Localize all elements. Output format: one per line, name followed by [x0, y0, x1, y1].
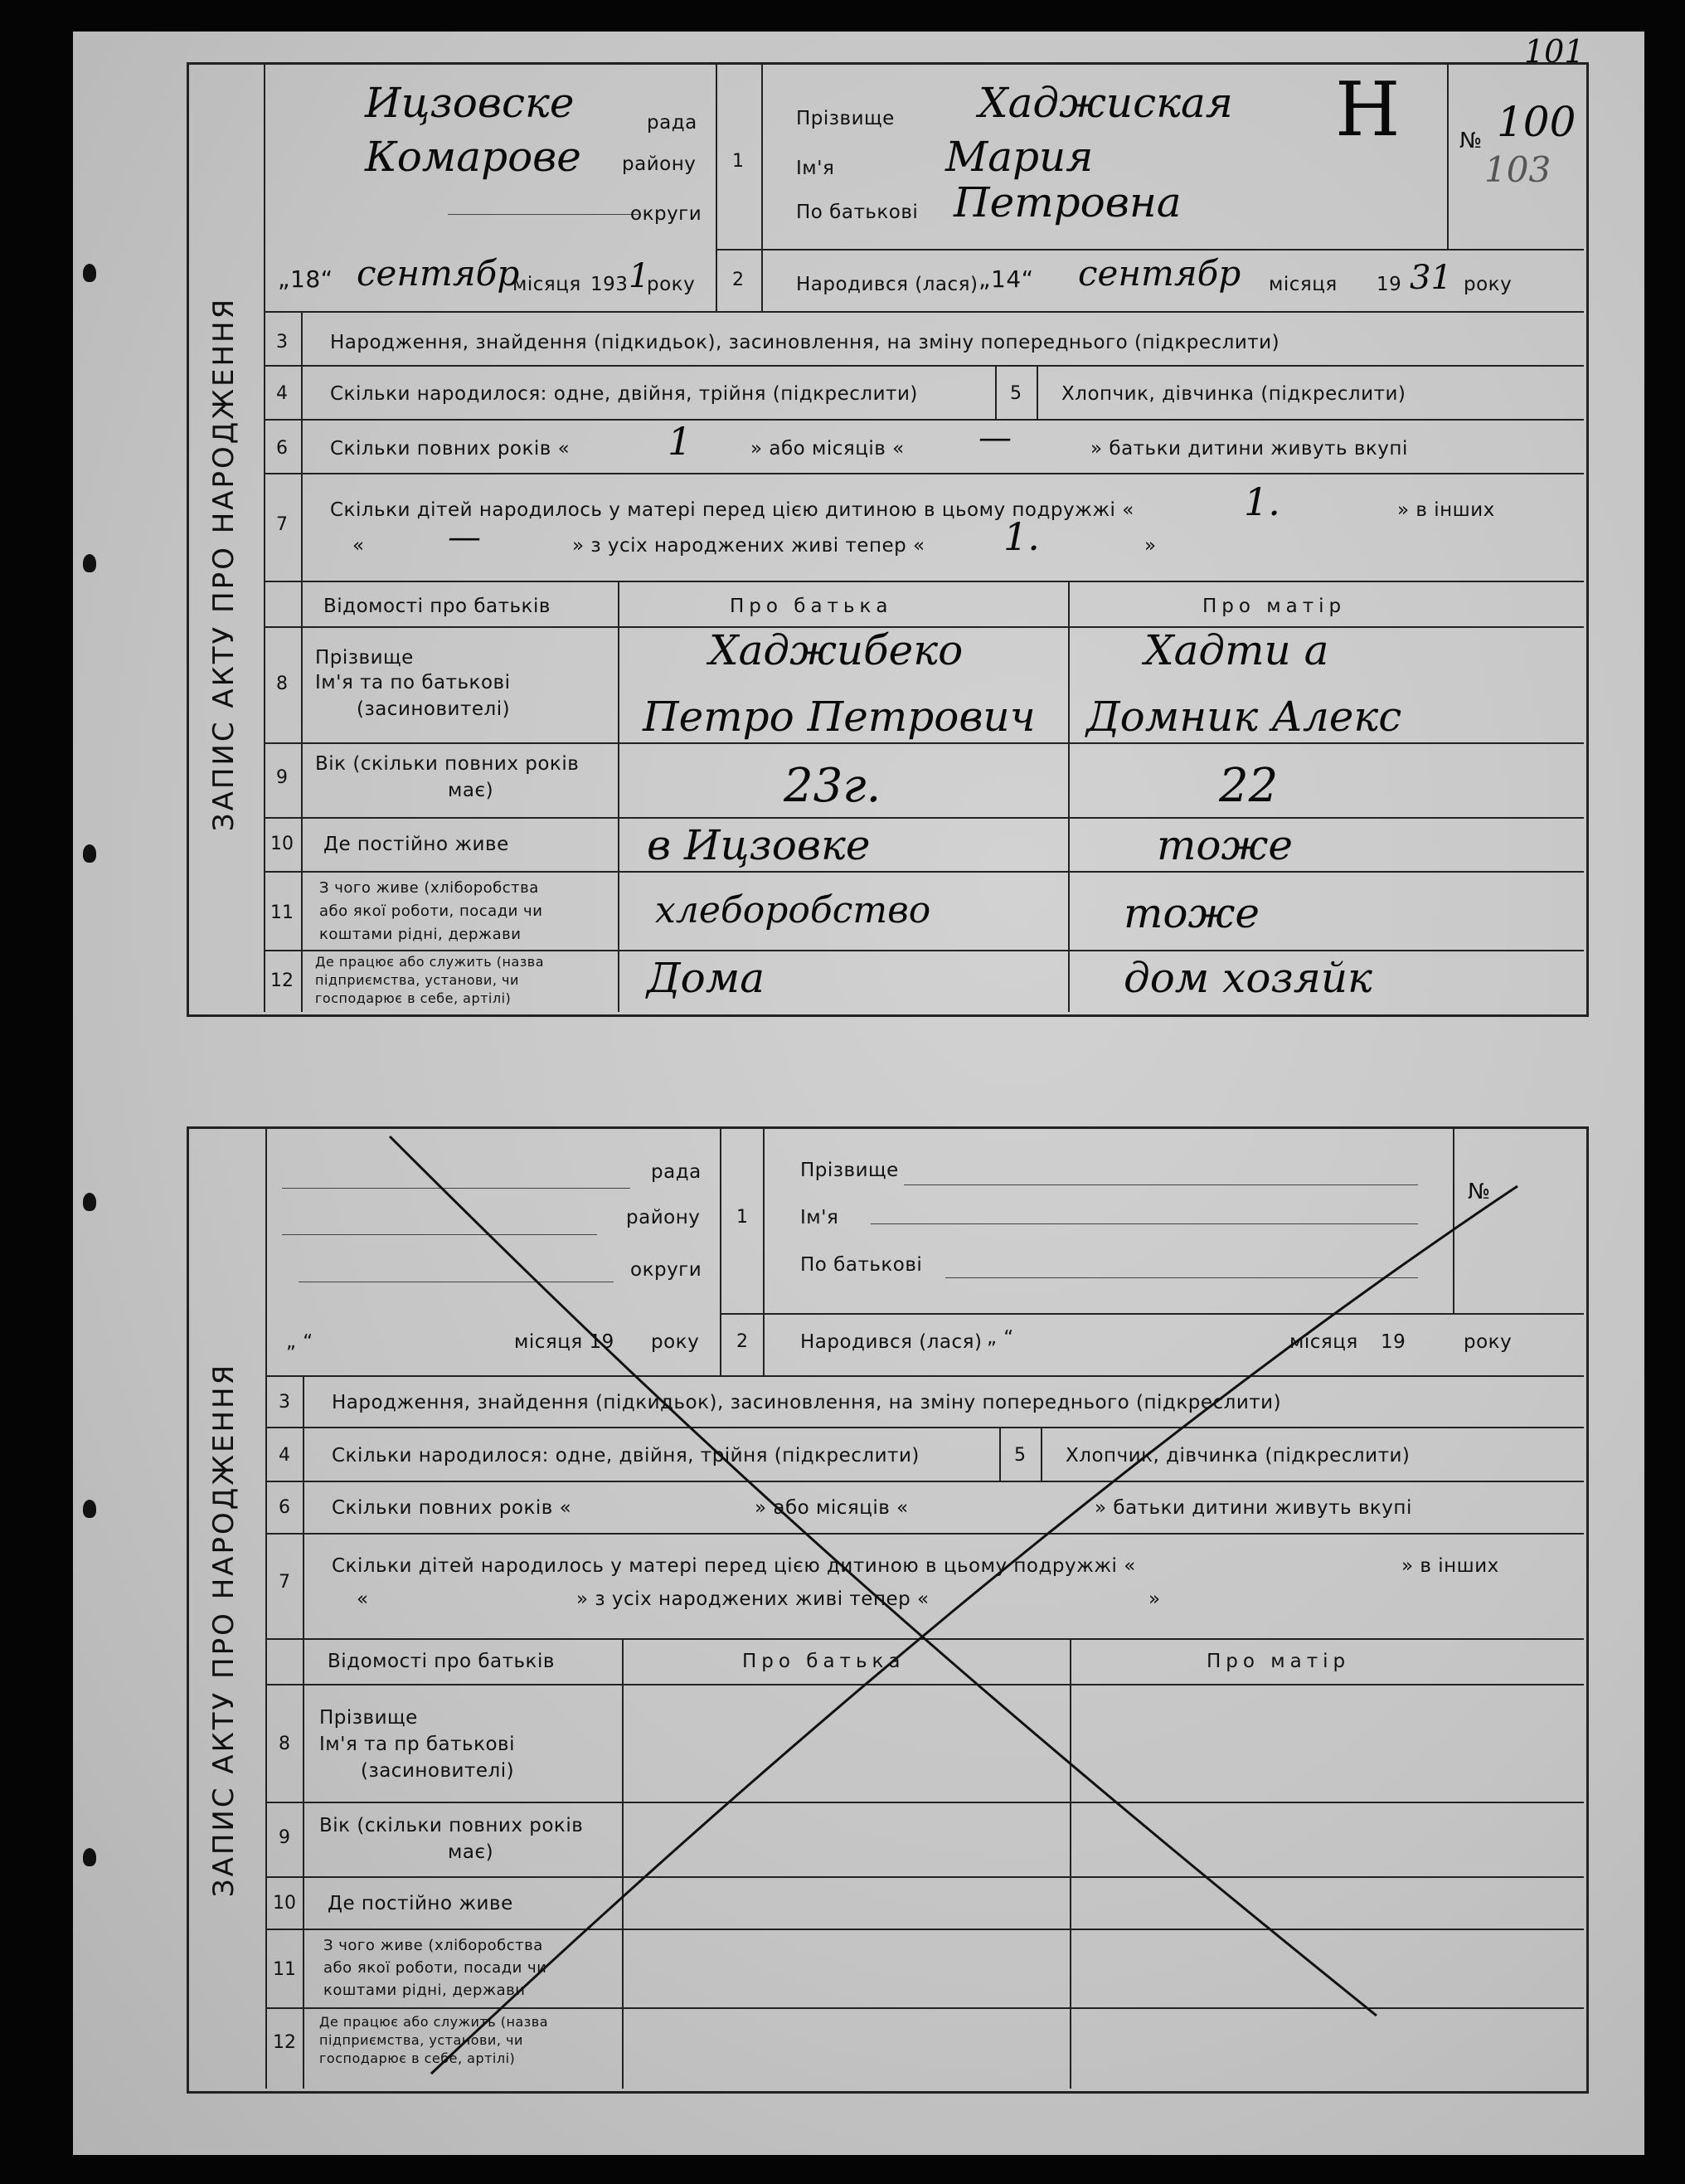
row11-text-1: З чого живе (хліборобства [319, 879, 539, 897]
card2-row9-text-1: Вік (скільки повних років [319, 1815, 584, 1836]
row12-text-1: Де працює або служить (назва [315, 954, 545, 970]
father-age: 23г. [784, 759, 881, 813]
card2-row3-text: Народження, знайдення (підкидьок), засиновлення, на зміну попереднього (підкреслити) [332, 1392, 1282, 1413]
card2-rada-label: рада [651, 1161, 702, 1183]
card2-surname-label: Прізвище [800, 1160, 899, 1181]
row5-text: Хлопчик, дівчинка (підкреслити) [1061, 383, 1406, 405]
card2-row8-number: 8 [279, 1734, 290, 1754]
row6-years: 1 [668, 419, 692, 464]
card2-row7-number: 7 [279, 1572, 290, 1593]
card2-row12-text-2: підприємства, установи, чи [319, 2032, 523, 2048]
row9-text-1: Вік (скільки повних років [315, 753, 580, 775]
rada-value: Ицзовске [365, 79, 575, 127]
card2-row7-text-d: » з усіх народжених живі тепер « [576, 1588, 930, 1610]
card2-row5-number: 5 [1014, 1445, 1026, 1466]
margin-mark: Н [1335, 66, 1401, 153]
card2-side-title: ЗАПИС АКТУ ПРО НАРОДЖЕННЯ [207, 1362, 240, 1898]
row6-number: 6 [276, 438, 288, 459]
row8-text-1: Прізвище [315, 647, 414, 669]
row7-text-d: » з усіх народжених живі тепер « [572, 535, 925, 557]
row10-number: 10 [270, 834, 294, 854]
card2-row5-text: Хлопчик, дівчинка (підкреслити) [1066, 1445, 1411, 1467]
row1-number: 1 [732, 151, 744, 172]
card2-born-year-label: року [1464, 1331, 1513, 1353]
reg-year-label: року [647, 274, 696, 295]
row8-text-3: (засиновителі) [357, 698, 511, 720]
born-label: Народився (лася) [796, 274, 978, 295]
card2-row11-text-1: З чого живе (хліборобства [323, 1937, 543, 1954]
born-year-label: року [1464, 274, 1513, 295]
card2-row12-number: 12 [273, 2032, 296, 2053]
card2-row8-text-3: (засиновителі) [361, 1760, 515, 1782]
record-no-value: 100 [1497, 98, 1576, 146]
card2-row10-number: 10 [273, 1893, 296, 1914]
card2-row9-number: 9 [279, 1827, 290, 1848]
card2-row11-text-2: або якої роботи, посади чи [323, 1959, 547, 1977]
card2-row7-text-e: » [1148, 1588, 1161, 1610]
mother-header: Про матір [1202, 596, 1347, 617]
card2-born-year-prefix: 19 [1381, 1331, 1406, 1353]
raion-value: Комарове [365, 133, 581, 181]
rada-label: рада [647, 112, 697, 134]
child-patronymic: Петровна [954, 178, 1182, 226]
row7-value-a: 1. [1244, 479, 1280, 524]
parents-header: Відомості про батьків [323, 596, 551, 617]
name-label: Ім'я [796, 158, 835, 179]
row7-text-e: » [1144, 535, 1157, 557]
card2-patronymic-label: По батькові [800, 1254, 923, 1276]
card2-row1-number: 1 [736, 1207, 748, 1228]
card2-reg-prefix: „ “ [286, 1331, 313, 1353]
card2-parents-header: Відомості про батьків [328, 1651, 555, 1672]
card2-row4-number: 4 [279, 1445, 290, 1466]
mother-residence: тоже [1157, 821, 1293, 869]
reg-day: „18“ [278, 265, 333, 293]
row6-text-b: » або місяців « [750, 438, 905, 460]
row4-number: 4 [276, 383, 288, 404]
reg-year-prefix: 193 [590, 274, 629, 295]
reg-month: сентябр [357, 253, 520, 294]
born-month: сентябр [1078, 253, 1241, 294]
born-year-hand: 31 [1410, 259, 1452, 297]
raion-label: району [622, 153, 697, 175]
card2-row12-text-1: Де працює або служить (назва [319, 2014, 549, 2030]
row7-number: 7 [276, 514, 288, 535]
card2-name-label: Ім'я [800, 1207, 839, 1228]
row7-text-a: Скільки дітей народилось у матері перед цією дитиною в цьому подружжі « [330, 499, 1134, 521]
mother-age: 22 [1219, 759, 1279, 813]
row8-text-2: Ім'я та по батькові [315, 672, 511, 693]
row11-text-3: коштами рідні, держави [319, 926, 522, 943]
card2-mother-header: Про матір [1207, 1651, 1351, 1672]
card2-born-label: Народився (лася) [800, 1331, 983, 1353]
father-name: Петро Петрович [643, 693, 1036, 741]
father-work: Дома [647, 954, 765, 1002]
row5-number: 5 [1010, 383, 1022, 404]
card2-row7-text-c: « [357, 1588, 369, 1610]
row8-number: 8 [276, 674, 288, 694]
mother-work: дом хозяйк [1124, 954, 1372, 1002]
child-surname: Хаджиская [978, 79, 1233, 127]
row10-text: Де постійно живе [323, 834, 509, 855]
card2-father-header: Про батька [742, 1651, 906, 1672]
card2-born-month-label: місяця [1289, 1331, 1358, 1353]
reg-month-label: місяця [512, 274, 581, 295]
row7-value-b: — [448, 518, 481, 557]
card2-row6-text-b: » або місяців « [755, 1497, 909, 1519]
card2-row11-number: 11 [273, 1959, 296, 1980]
card2-raion-label: району [626, 1207, 701, 1228]
father-income: хлеборобство [655, 889, 931, 931]
archive-number-top: 101 [1524, 33, 1585, 70]
card2-row6-text-a: Скільки повних років « [332, 1497, 572, 1519]
row12-text-2: підприємства, установи, чи [315, 972, 519, 988]
reg-year-hand: 1 [629, 257, 650, 295]
row12-number: 12 [270, 970, 294, 991]
surname-label: Прізвище [796, 108, 895, 129]
row12-text-3: господарює в себе, артілі) [315, 990, 512, 1006]
row4-text: Скільки народилося: одне, двійня, трійня (підкреслити) [330, 383, 918, 405]
born-month-label: місяця [1269, 274, 1338, 295]
born-day: „14“ [978, 265, 1034, 293]
card2-row6-number: 6 [279, 1497, 290, 1518]
card2-row2-number: 2 [736, 1331, 748, 1352]
mother-surname: Хадти а [1144, 626, 1329, 674]
okruhy-label: округи [630, 203, 702, 225]
patronymic-label: По батькові [796, 202, 919, 223]
card2-born-prefix: „ “ [987, 1327, 1014, 1349]
row9-number: 9 [276, 767, 288, 788]
archive-number-second: 103 [1484, 149, 1551, 190]
card2-row6-text-c: » батьки дитини живуть вкупі [1095, 1497, 1412, 1519]
mother-name: Домник Алекс [1086, 693, 1402, 741]
card2-no-label: № [1468, 1180, 1491, 1204]
card2-okruhy-label: округи [630, 1259, 702, 1281]
father-residence: в Ицзовке [647, 821, 871, 869]
row9-text-2: має) [448, 780, 494, 801]
row7-text-b: » в інших [1397, 499, 1495, 521]
row2-number: 2 [732, 270, 744, 290]
record-no-label: № [1459, 129, 1483, 153]
father-surname: Хаджибеко [709, 626, 964, 674]
father-header: Про батька [730, 596, 893, 617]
born-year-prefix: 19 [1377, 274, 1402, 295]
card2-row12-text-3: господарює в себе, артілі) [319, 2050, 516, 2066]
card2-row7-text-b: » в інших [1401, 1555, 1499, 1577]
row6-months: — [978, 419, 1012, 457]
row11-text-2: або якої роботи, посади чи [319, 902, 543, 920]
card2-row3-number: 3 [279, 1392, 290, 1413]
row6-text-a: Скільки повних років « [330, 438, 571, 460]
row11-number: 11 [270, 902, 294, 923]
card2-row4-text: Скільки народилося: одне, двійня, трійня (підкреслити) [332, 1445, 920, 1467]
row3-text: Народження, знайдення (підкидьок), засиновлення, на зміну попереднього (підкреслити) [330, 332, 1280, 353]
card2-row10-text: Де постійно живе [328, 1893, 513, 1914]
card2-row7-text-a: Скільки дітей народилось у матері перед цією дитиною в цьому подружжі « [332, 1555, 1136, 1577]
child-name: Мария [945, 133, 1094, 181]
card2-row8-text-1: Прізвище [319, 1707, 418, 1729]
card2-row8-text-2: Ім'я та пр батькові [319, 1734, 515, 1755]
row7-value-c: 1. [1003, 514, 1040, 559]
mother-income: тоже [1124, 889, 1260, 937]
card2-row9-text-2: має) [448, 1841, 494, 1863]
row3-number: 3 [276, 332, 288, 353]
card1-side-title: ЗАПИС АКТУ ПРО НАРОДЖЕННЯ [207, 296, 240, 832]
row7-text-c: « [352, 535, 365, 557]
row6-text-c: » батьки дитини живуть вкупі [1090, 438, 1408, 460]
card2-row11-text-3: коштами рідні, держави [323, 1982, 526, 1999]
card2-reg-month-label: місяця 19 [514, 1331, 614, 1353]
card2-reg-year-label: року [651, 1331, 700, 1353]
